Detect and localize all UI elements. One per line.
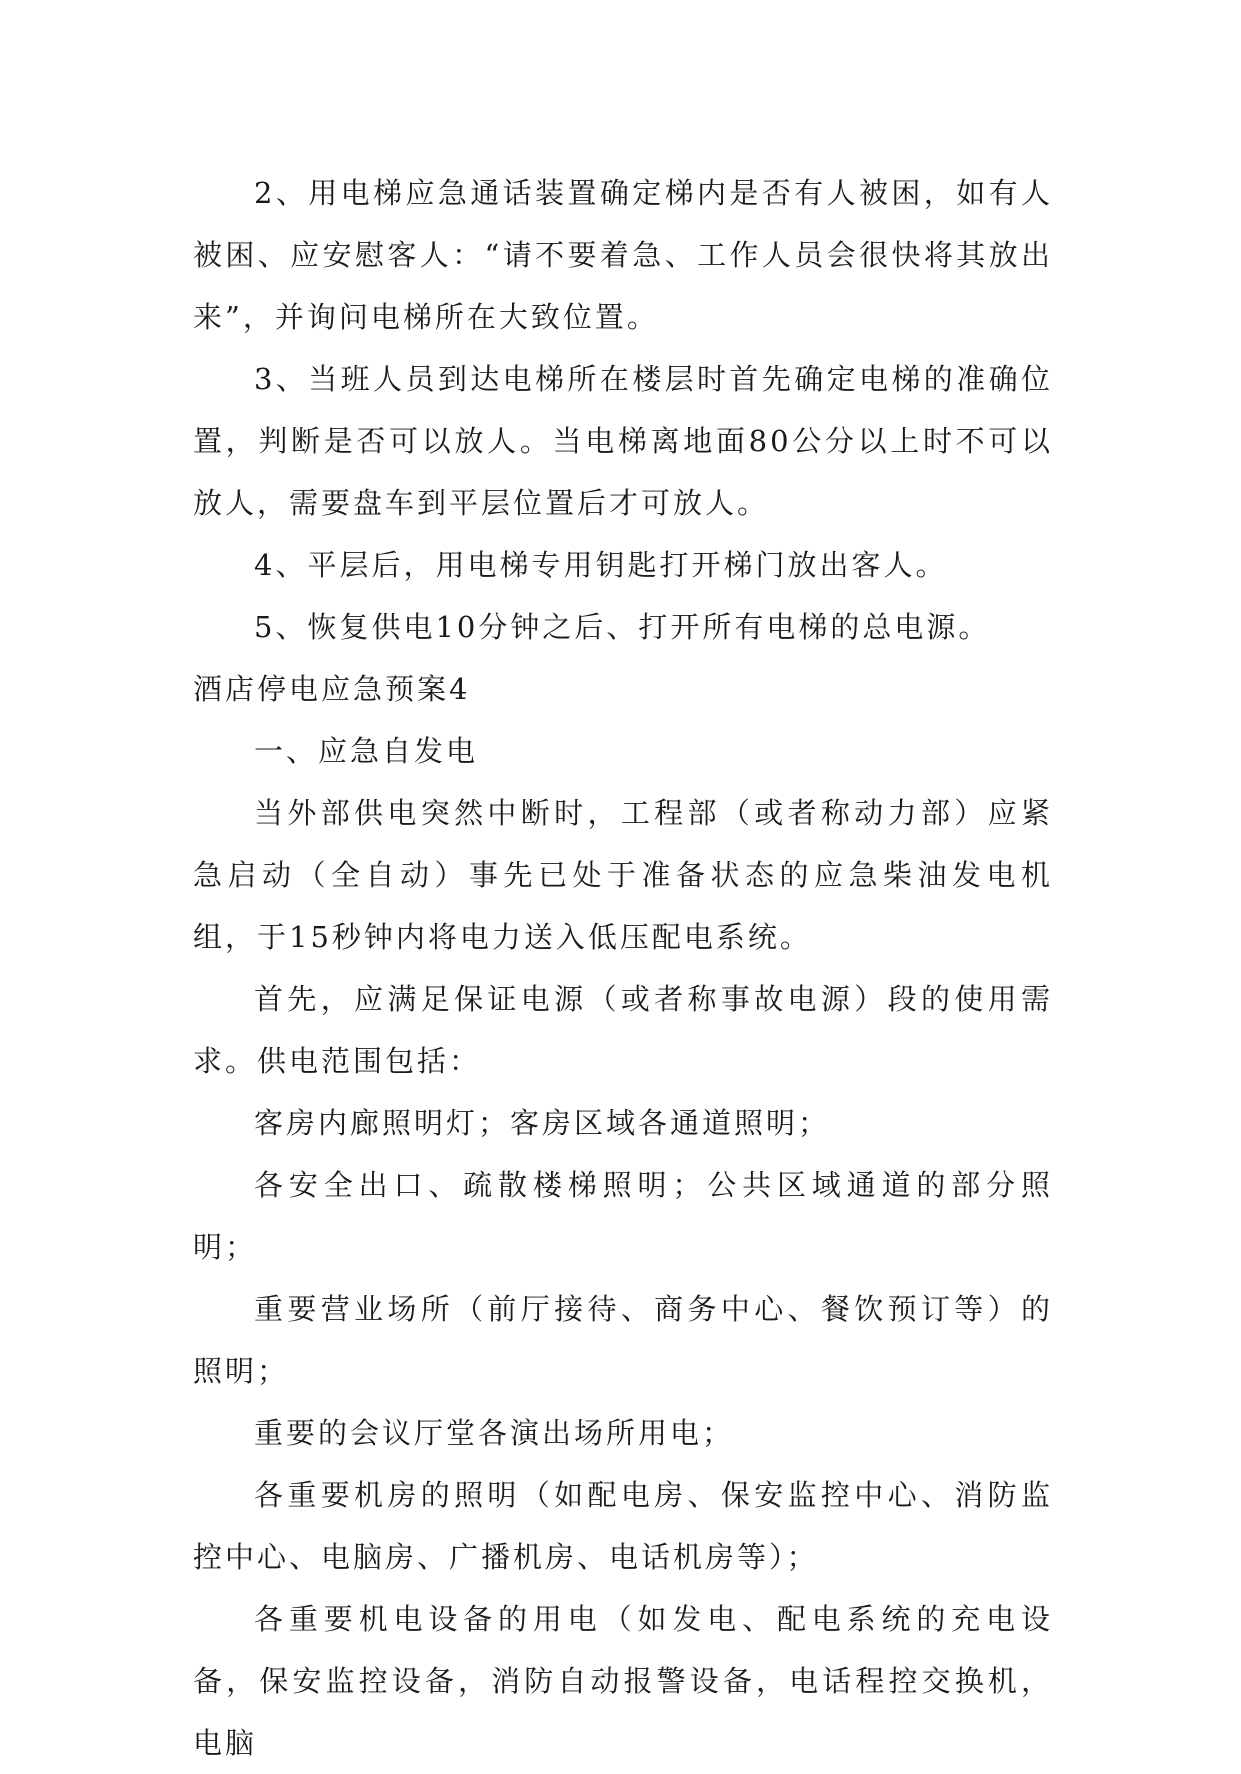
section-title: 酒店停电应急预案4 — [193, 672, 471, 706]
document-body — [193, 162, 1053, 1774]
list-item: 各安全出口、疏散楼梯照明；公共区域通道的部分照明； — [193, 1168, 1053, 1264]
paragraph: 5、恢复供电10分钟之后、打开所有电梯的总电源。 — [254, 610, 991, 644]
paragraph: 2、用电梯应急通话装置确定梯内是否有人被困，如有人被困、应安慰客人：“请不要着急、工作人员会很快将其放出来”，并询问电梯所在大致位置。 — [193, 176, 1053, 334]
list-item: 重要的会议厅堂各演出场所用电； — [254, 1416, 735, 1450]
paragraph: 首先，应满足保证电源（或者称事故电源）段的使用需求。供电范围包括： — [193, 982, 1053, 1078]
list-item: 客房内廊照明灯；客房区域各通道照明； — [254, 1106, 831, 1140]
subsection-heading: 一、应急自发电 — [254, 734, 479, 768]
list-item: 重要营业场所（前厅接待、商务中心、餐饮预订等）的照明； — [193, 1292, 1053, 1388]
paragraph: 当外部供电突然中断时，工程部（或者称动力部）应紧急启动（全自动）事先已处于准备状态的应急柴油发电机组，于15秒钟内将电力送入低压配电系统。 — [193, 796, 1053, 954]
list-item: 各重要机房的照明（如配电房、保安监控中心、消防监控中心、电脑房、广播机房、电话机房等）； — [193, 1478, 1053, 1574]
list-item: 各重要机电设备的用电（如发电、配电系统的充电设备，保安监控设备，消防自动报警设备，电话程控交换机，电脑 — [193, 1602, 1053, 1760]
paragraph: 3、当班人员到达电梯所在楼层时首先确定电梯的准确位置，判断是否可以放人。当电梯离地面80公分以上时不可以放人，需要盘车到平层位置后才可放人。 — [193, 362, 1053, 520]
paragraph: 4、平层后，用电梯专用钥匙打开梯门放出客人。 — [254, 548, 948, 582]
